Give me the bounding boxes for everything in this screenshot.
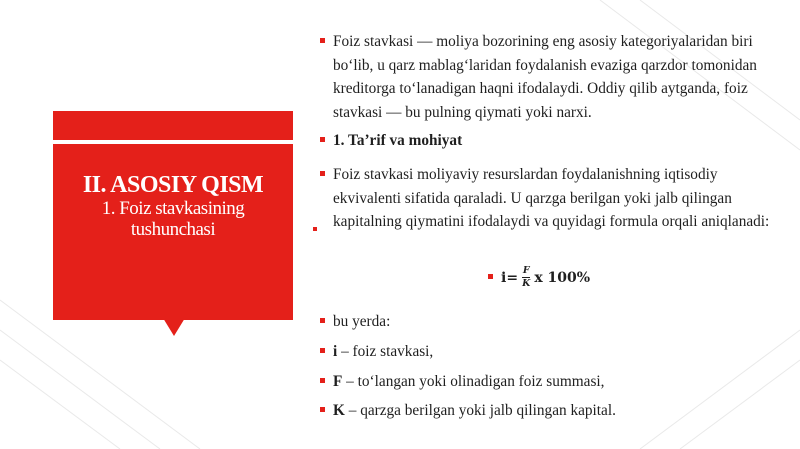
formula-fraction [522,266,530,289]
definition-paragraph: Foiz stavkasi moliyaviy resurslardan foydalanishning iqtisodiy ekvivalenti sifatida qaraladi. U qarzga berilgan yoki jalb qilingan kapitalning qiymatini ifodalaydi va quyidagi formula orqali aniqlanadi: [333,166,770,230]
interest-rate-formula [501,266,590,289]
where-label: bu yerda: [333,313,391,330]
title-band [53,111,293,140]
legend-symbol: i [333,343,338,360]
formula-lhs: i= [501,269,519,286]
bullet-icon [320,318,325,323]
bullet-icon [320,407,325,412]
slide-title: II. ASOSIY QISM [82,172,264,198]
legend-item [333,340,433,364]
title-panel [53,144,293,320]
legend-item [333,399,616,423]
formula-numerator: F [522,265,530,276]
formula-rhs: x 100% [534,269,591,286]
bullet-icon [320,348,325,353]
bullet-icon [313,227,317,231]
bullet-icon [488,274,493,279]
bullet-icon [320,137,325,142]
legend-text: – qarzga berilgan yoki jalb qilingan kapital. [344,402,616,419]
bullet-icon [320,171,325,176]
legend-symbol: K [333,402,345,419]
formula-denominator: K [522,278,531,289]
legend-text: – to‘langan yoki olinadigan foiz summasi, [342,373,605,390]
legend-symbol: F [333,373,343,390]
slide-subtitle: 1. Foiz stavkasining tushunchasi [101,198,245,240]
bullet-icon [320,378,325,383]
title-pointer [163,318,185,336]
intro-paragraph: Foiz stavkasi — moliya bozorining eng asosiy kategoriyalaridan biri bo‘lib, u qarz mablag‘laridan foydalanish evaziga qarzdor tomonidan kreditorga to‘lanadigan haqni ifodalaydi. Oddiy qilib aytganda, foiz stavkasi — bu pulning qiymati yoki narxi. [333,33,757,121]
legend-text: – foiz stavkasi, [337,343,434,360]
title-text [53,172,293,240]
section-heading: 1. Ta’rif va mohiyat [333,132,463,149]
bullet-icon [320,38,325,43]
legend-item [333,370,604,394]
title-box [53,111,293,320]
